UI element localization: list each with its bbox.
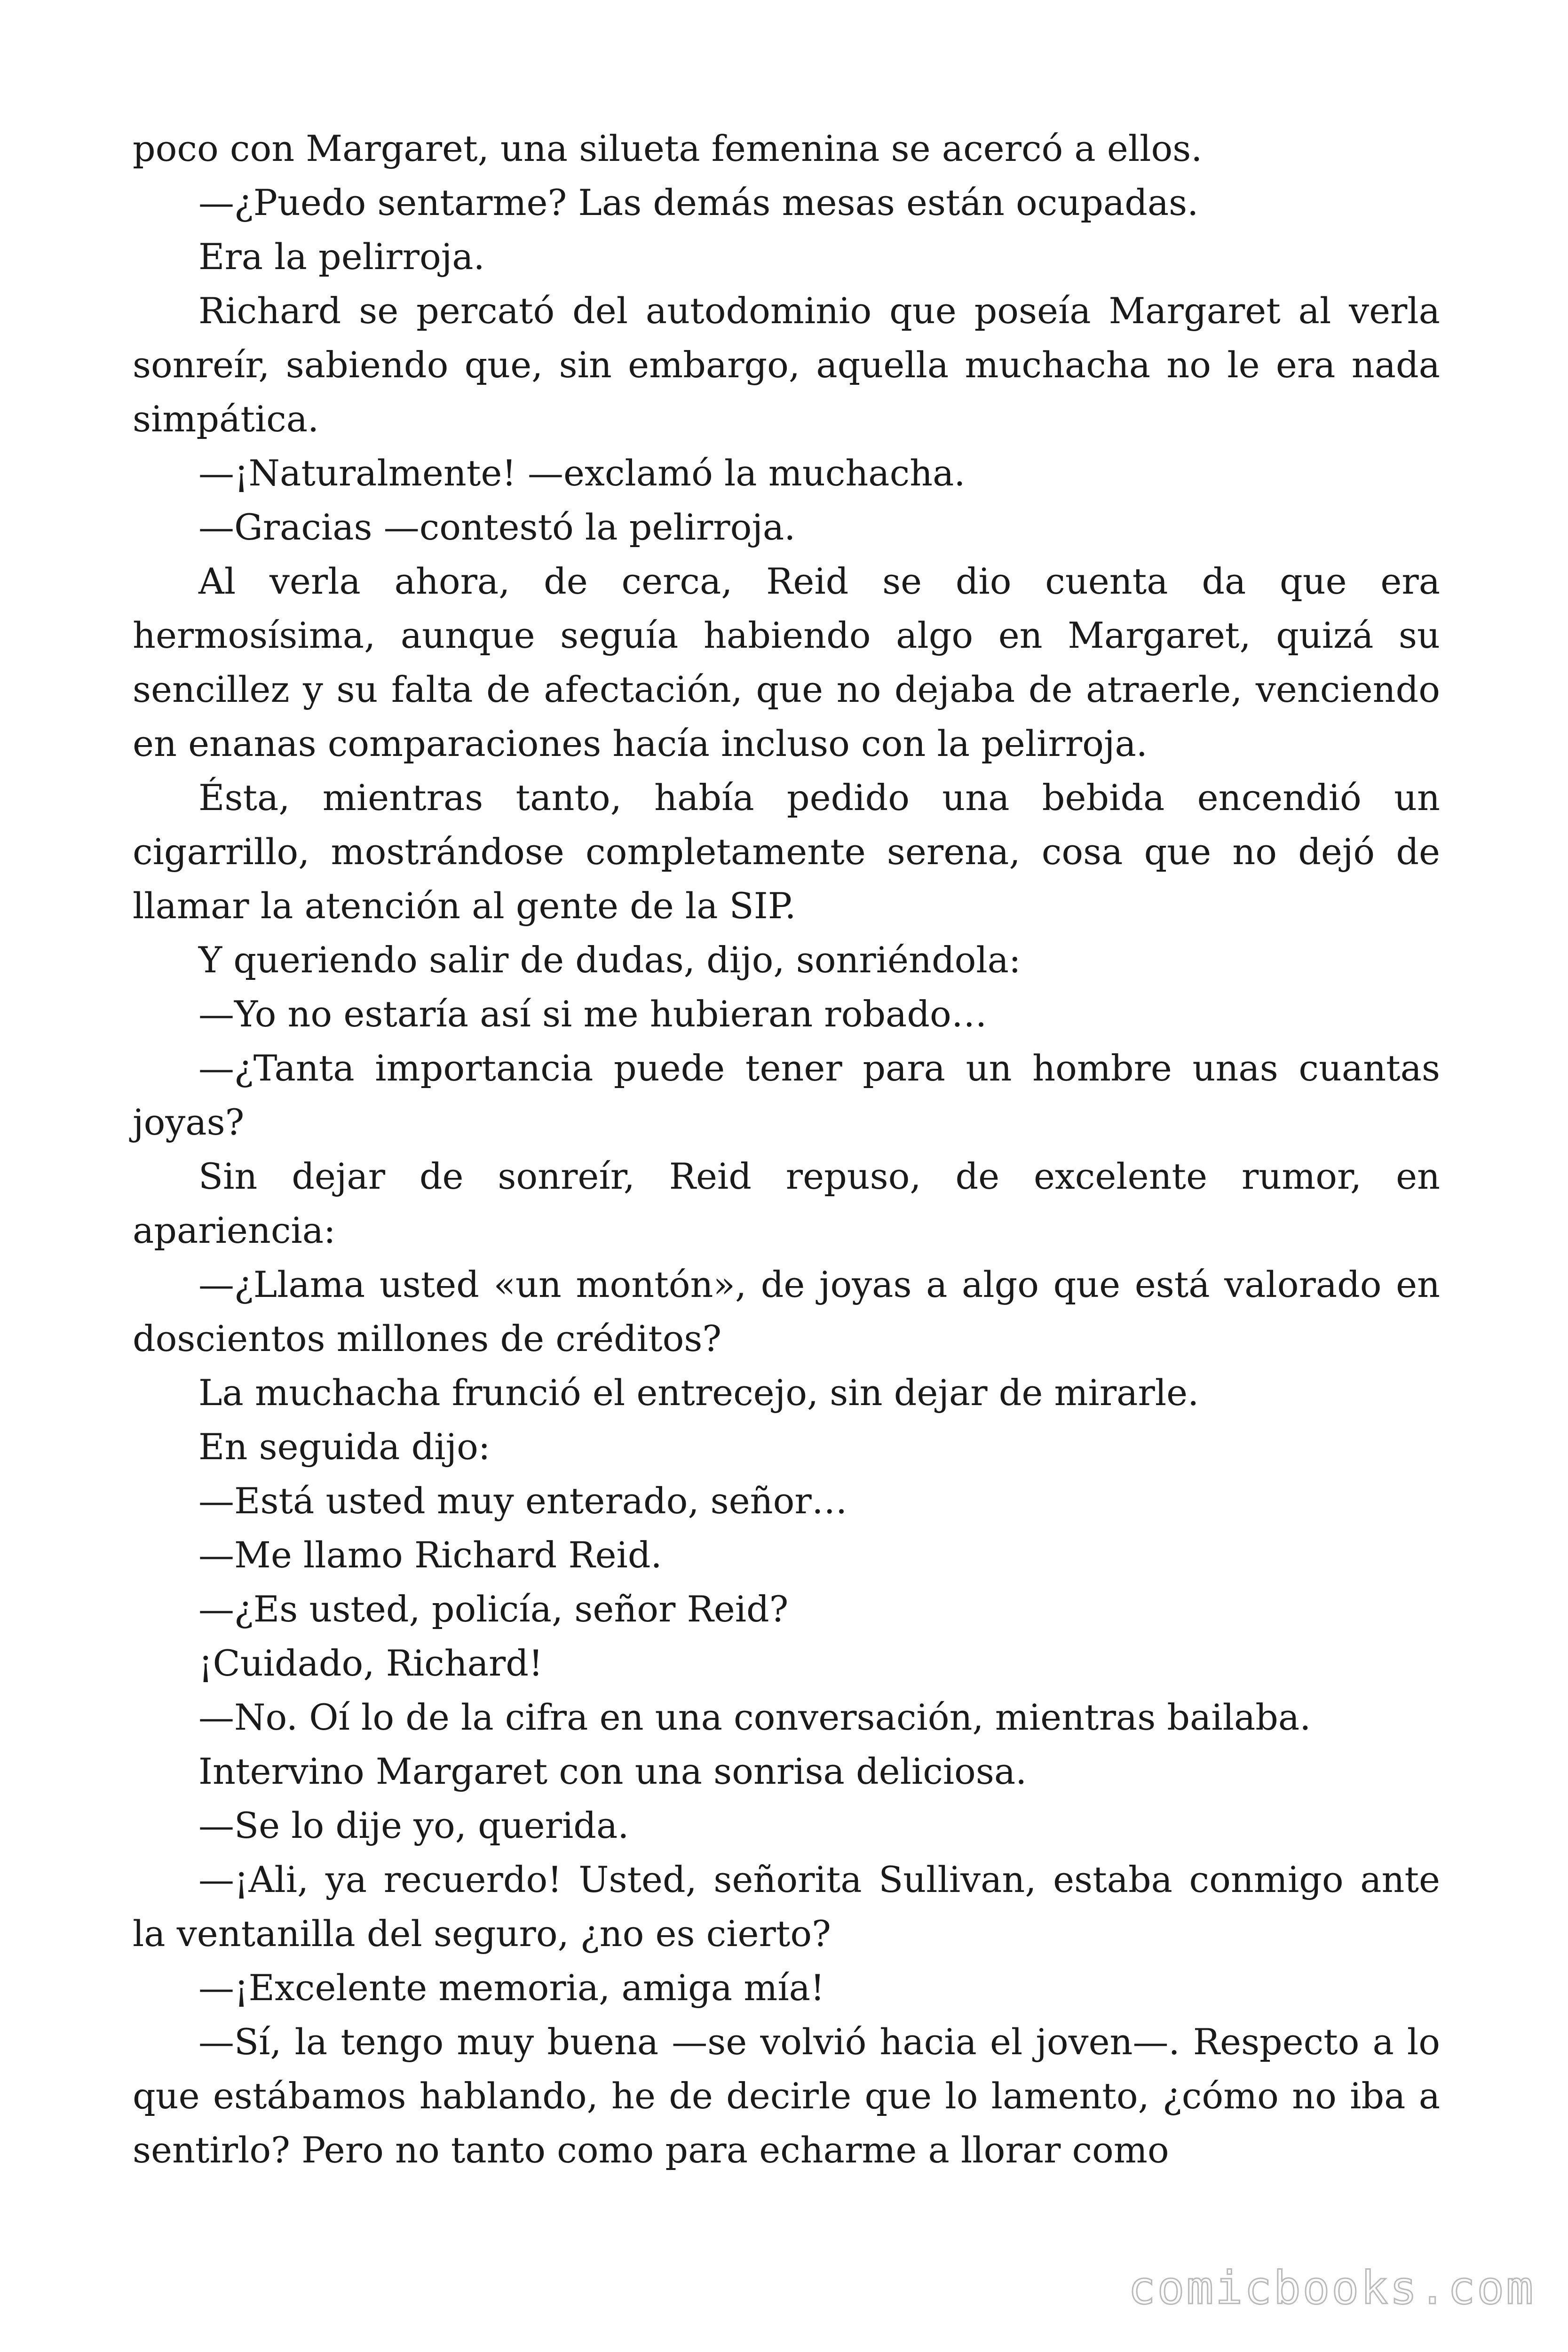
paragraph: —¡Excelente memoria, amiga mía! bbox=[198, 1967, 825, 2009]
paragraph: Richard se percató del autodominio que poseía Margaret al verla sonreír, sabiendo que, sin embargo, aquella muchacha no le era nada simpática. bbox=[133, 290, 1440, 440]
paragraph: —¡Naturalmente! —exclamó la muchacha. bbox=[198, 452, 966, 494]
site-watermark: comicbooks.com bbox=[1128, 2262, 1535, 2314]
paragraph: —Gracias —contestó la pelirroja. bbox=[198, 506, 796, 548]
paragraph: —¿Es usted, policía, señor Reid? bbox=[198, 1588, 789, 1630]
paragraph: —Se lo dije yo, querida. bbox=[198, 1804, 629, 1846]
paragraph: —¡Ali, ya recuerdo! Usted, señorita Sullivan, estaba conmigo ante la ventanilla del seguro, ¿no es cierto? bbox=[133, 1859, 1440, 1955]
paragraph: Era la pelirroja. bbox=[198, 236, 485, 278]
paragraph: —Está usted muy enterado, señor… bbox=[198, 1480, 847, 1522]
paragraph: Ésta, mientras tanto, había pedido una bebida encendió un cigarrillo, mostrándose completamente serena, cosa que no dejó de llamar la atención al gente de la SIP. bbox=[133, 777, 1440, 927]
paragraph: En seguida dijo: bbox=[198, 1426, 491, 1468]
paragraph: poco con Margaret, una silueta femenina se acercó a ellos. bbox=[133, 127, 1203, 169]
paragraph: —Sí, la tengo muy buena —se volvió hacia el joven—. Respecto a lo que estábamos hablando, he de decirle que lo lamento, ¿cómo no iba a sentirlo? Pero no tanto como para echarme a llorar como bbox=[133, 2021, 1440, 2171]
paragraph: —No. Oí lo de la cifra en una conversación, mientras bailaba. bbox=[198, 1696, 1311, 1738]
paragraph: Intervino Margaret con una sonrisa deliciosa. bbox=[198, 1750, 1027, 1792]
paragraph: —Me llamo Richard Reid. bbox=[198, 1534, 662, 1576]
paragraph: Al verla ahora, de cerca, Reid se dio cuenta da que era hermosísima, aunque seguía habiendo algo en Margaret, quizá su sencillez y su falta de afectación, que no dejaba de atraerle, venciendo en enanas comparaciones hacía incluso con la pelirroja. bbox=[133, 560, 1440, 764]
paragraph: Y queriendo salir de dudas, dijo, sonriéndola: bbox=[198, 939, 1021, 981]
paragraph: —¿Puedo sentarme? Las demás mesas están ocupadas. bbox=[198, 182, 1199, 223]
paragraph: Sin dejar de sonreír, Reid repuso, de excelente rumor, en apariencia: bbox=[133, 1155, 1440, 1251]
paragraph: ¡Cuidado, Richard! bbox=[198, 1642, 543, 1684]
paragraph: —¿Tanta importancia puede tener para un hombre unas cuantas joyas? bbox=[133, 1047, 1440, 1143]
paragraph: La muchacha frunció el entrecejo, sin dejar de mirarle. bbox=[198, 1372, 1199, 1414]
paragraph: —¿Llama usted «un montón», de joyas a algo que está valorado en doscientos millones de créditos? bbox=[133, 1263, 1440, 1359]
paragraph: —Yo no estaría así si me hubieran robado… bbox=[198, 993, 987, 1035]
book-page-text bbox=[133, 121, 1440, 2177]
